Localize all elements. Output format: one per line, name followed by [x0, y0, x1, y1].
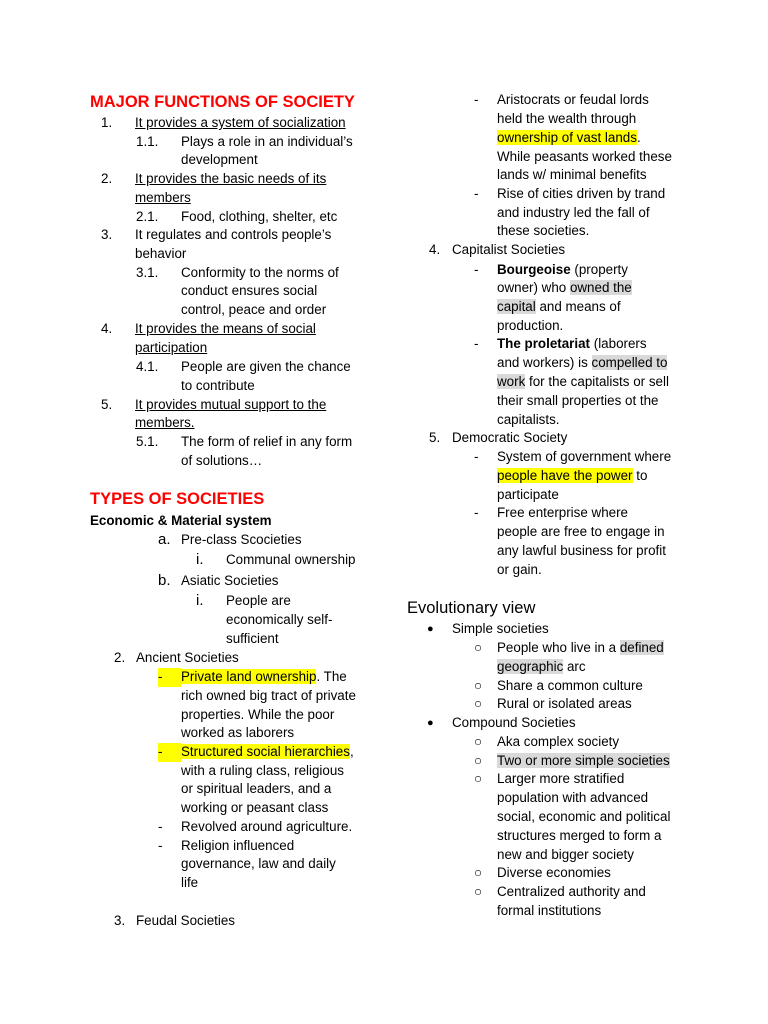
text: and means of: [535, 299, 621, 314]
dash-marker: -: [474, 262, 479, 277]
list-item: [497, 373, 669, 392]
list-item: It provides mutual support to the: [135, 397, 327, 412]
list-number: 5.: [101, 397, 113, 412]
circle-marker: ○: [474, 734, 483, 749]
list-item: It regulates and controls people’s: [135, 227, 332, 242]
list-number: 4.1.: [136, 359, 159, 374]
circle-marker: ○: [474, 640, 483, 655]
list-item: Simple societies: [452, 621, 549, 636]
list-item: Democratic Society: [452, 430, 568, 445]
list-item: their small properties ot the: [497, 393, 659, 408]
list-number: 4.: [101, 321, 113, 336]
list-item: [497, 298, 621, 317]
text: to: [632, 468, 648, 483]
list-item: development: [181, 152, 258, 167]
list-number: 5.: [429, 430, 441, 445]
types-of-societies-heading: TYPES OF SOCIETIES: [90, 490, 265, 508]
list-item: [497, 752, 670, 771]
list-item: It provides the means of social: [135, 321, 316, 336]
highlight: capital: [497, 299, 536, 314]
list-item: lands w/ minimal benefits: [497, 167, 647, 182]
text: for the capitalists or sell: [525, 374, 669, 389]
list-item: held the wealth through: [497, 111, 637, 126]
dash-marker: -: [474, 505, 479, 520]
circle-marker: ○: [474, 771, 483, 786]
list-letter: b.: [158, 572, 171, 589]
list-item: Rise of cities driven by trand: [497, 186, 666, 201]
text: . The: [316, 669, 347, 684]
list-item: [497, 354, 667, 373]
list-item: Capitalist Societies: [452, 242, 566, 257]
list-item: life: [181, 875, 199, 890]
list-item: of solutions…: [181, 453, 263, 468]
list-number: 4.: [429, 242, 441, 257]
circle-marker: ○: [474, 696, 483, 711]
list-item: Free enterprise where: [497, 505, 628, 520]
list-item: behavior: [135, 246, 187, 261]
list-item: Asiatic Societies: [181, 573, 279, 588]
list-item: with a ruling class, religious: [181, 763, 344, 778]
bullet-marker: ●: [427, 623, 434, 635]
dash-marker: -: [158, 743, 181, 762]
highlight: Structured social hierarchies: [181, 744, 350, 759]
text: ,: [349, 744, 354, 759]
list-item: and industry led the fall of: [497, 205, 650, 220]
list-item: social, economic and political: [497, 809, 671, 824]
list-item: formal institutions: [497, 903, 602, 918]
list-item: While peasants worked these: [497, 149, 672, 164]
text: arc: [563, 659, 586, 674]
list-item: or spiritual leaders, and a: [181, 781, 332, 796]
list-item: control, peace and order: [181, 302, 327, 317]
bold-term: Bourgeoise: [497, 262, 571, 277]
text: (property: [570, 262, 628, 277]
list-number: 2.: [101, 171, 113, 186]
list-number: 1.: [101, 115, 113, 130]
list-item: People are: [226, 593, 291, 608]
dash-marker: -: [474, 186, 479, 201]
list-item: Share a common culture: [497, 678, 643, 693]
list-item: [497, 261, 628, 280]
list-item: any lawful business for profit: [497, 543, 666, 558]
list-item: [181, 743, 354, 762]
list-item: Rural or isolated areas: [497, 696, 632, 711]
list-item: Conformity to the norms of: [181, 265, 339, 280]
list-item: sufficient: [226, 631, 279, 646]
evolutionary-view-heading: Evolutionary view: [407, 599, 536, 617]
circle-marker: ○: [474, 678, 483, 693]
list-item: Pre-class Scocieties: [181, 532, 302, 547]
list-item: [497, 335, 647, 354]
list-item: Religion influenced: [181, 838, 295, 853]
list-item: rich owned big tract of private: [181, 688, 356, 703]
dash-marker: -: [158, 838, 163, 853]
list-item: governance, law and daily: [181, 856, 336, 871]
feudal-societies-title: Feudal Societies: [136, 913, 235, 928]
list-item: conduct ensures social: [181, 283, 318, 298]
list-number: 2.: [114, 650, 126, 665]
list-number: 3.: [114, 913, 126, 928]
list-item: people are free to engage in: [497, 524, 665, 539]
list-item: production.: [497, 318, 564, 333]
bold-term: The proletariat: [497, 336, 591, 351]
list-item: Food, clothing, shelter, etc: [181, 209, 338, 224]
list-number: 3.1.: [136, 265, 159, 280]
list-item: Compound Societies: [452, 715, 576, 730]
text: .: [636, 130, 641, 145]
text: (laborers: [590, 336, 647, 351]
list-number: 3.: [101, 227, 113, 242]
dash-marker: -: [474, 336, 479, 351]
list-roman: i.: [196, 592, 204, 609]
bullet-marker: ●: [427, 717, 434, 729]
list-item: Centralized authority and: [497, 884, 646, 899]
list-item: members: [135, 190, 191, 205]
list-item: Revolved around agriculture.: [181, 819, 353, 834]
list-item: working or peasant class: [181, 800, 329, 815]
highlight: work: [497, 374, 526, 389]
list-item: participate: [497, 487, 559, 502]
highlight: people have the power: [497, 468, 633, 483]
list-item: Diverse economies: [497, 865, 611, 880]
text: owner) who: [497, 280, 570, 295]
list-item: It provides the basic needs of its: [135, 171, 327, 186]
list-item: Communal ownership: [226, 552, 356, 567]
list-number: 2.1.: [136, 209, 159, 224]
list-item: properties. While the poor: [181, 707, 335, 722]
major-functions-heading: MAJOR FUNCTIONS OF SOCIETY: [90, 93, 355, 111]
highlight: Two or more simple societies: [497, 753, 670, 768]
list-item: Aristocrats or feudal lords: [497, 92, 649, 107]
highlight: ownership of vast lands: [497, 130, 637, 145]
list-item: new and bigger society: [497, 847, 634, 862]
list-item: [497, 639, 664, 658]
list-item: The form of relief in any form: [181, 434, 353, 449]
economic-system-heading: Economic & Material system: [90, 513, 272, 528]
list-item: People are given the chance: [181, 359, 351, 374]
list-item: Larger more stratified: [497, 771, 625, 786]
list-item: worked as laborers: [181, 725, 295, 740]
list-item: [497, 279, 632, 298]
list-item: structures merged to form a: [497, 828, 662, 843]
list-roman: i.: [196, 551, 204, 568]
list-item: members.: [135, 415, 195, 430]
circle-marker: ○: [474, 884, 483, 899]
list-item: Aka complex society: [497, 734, 620, 749]
list-item: or gain.: [497, 562, 542, 577]
dash-marker: -: [158, 819, 163, 834]
highlight: Private land ownership: [181, 669, 317, 684]
list-number: 5.1.: [136, 434, 159, 449]
list-item: System of government where: [497, 449, 672, 464]
circle-marker: ○: [474, 753, 483, 768]
circle-marker: ○: [474, 865, 483, 880]
highlight: defined: [619, 640, 664, 655]
dash-marker: -: [474, 449, 479, 464]
text: People who live in a: [497, 640, 620, 655]
list-letter: a.: [158, 531, 171, 548]
dash-marker: -: [474, 92, 479, 107]
list-item: [497, 129, 641, 148]
list-item: these societies.: [497, 223, 590, 238]
highlight: compelled to: [591, 355, 668, 370]
list-item: [497, 467, 647, 486]
list-item: economically self-: [226, 612, 333, 627]
highlight: owned the: [569, 280, 632, 295]
list-item: Plays a role in an individual’s: [181, 134, 353, 149]
list-item: population with advanced: [497, 790, 649, 805]
highlight: geographic: [497, 659, 564, 674]
list-item: It provides a system of socialization: [135, 115, 346, 130]
list-item: Ancient Societies: [136, 650, 239, 665]
list-item: [497, 658, 586, 677]
text: and workers) is: [497, 355, 592, 370]
dash-marker: -: [158, 668, 181, 687]
list-item: participation: [135, 340, 208, 355]
list-item: to contribute: [181, 378, 255, 393]
list-item: capitalists.: [497, 412, 560, 427]
list-number: 1.1.: [136, 134, 159, 149]
list-item: [181, 668, 347, 687]
